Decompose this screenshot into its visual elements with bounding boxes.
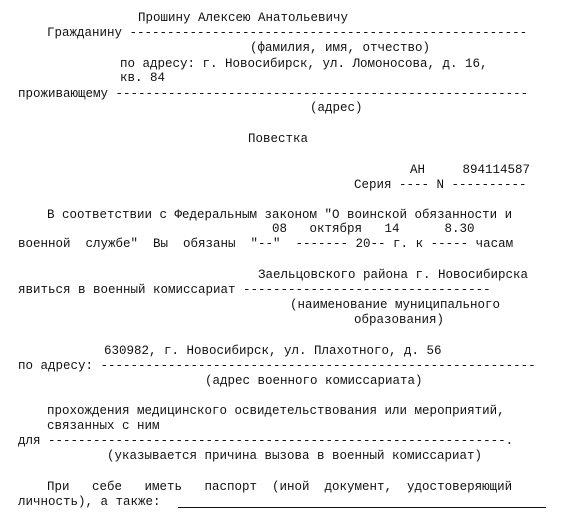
municipal-caption-1: (наименование муниципального xyxy=(290,298,501,312)
series-values: АН 894114587 xyxy=(410,163,531,177)
district-name: Заельцовского района г. Новосибирска xyxy=(258,268,529,282)
address-line-2: кв. 84 xyxy=(120,71,166,85)
also-fill-line xyxy=(178,507,546,508)
passport-line-2: личность), а также: xyxy=(18,495,169,509)
date-values: 08 октября 14 8.30 xyxy=(272,222,475,236)
series-number-line: Серия ---- N ---------- xyxy=(354,178,527,192)
for-line: для -------------------------------------------------------------. xyxy=(18,434,514,448)
recipient-name: Прошину Алексею Анатольевичу xyxy=(138,11,349,25)
at-address-line: по адресу: ---------------------------------------------------------- xyxy=(18,359,536,373)
appear-line: явиться в военный комиссариат --------------------------------- xyxy=(18,283,491,297)
law-line-1: В соответствии с Федеральным законом "О воинской обязанности и xyxy=(47,208,513,222)
name-caption: (фамилия, имя, отчество) xyxy=(250,41,431,55)
purpose-line-2: связанных с ним xyxy=(47,419,160,433)
address-caption: (адрес) xyxy=(310,101,363,115)
commissariat-caption: (адрес военного комиссариата) xyxy=(205,374,423,388)
residing-line: проживающему ------------------------------------------------------- xyxy=(18,87,529,101)
reason-caption: (указывается причина вызова в военный комиссариат) xyxy=(107,449,483,463)
document-title: Повестка xyxy=(248,132,309,146)
municipal-caption-2: образования) xyxy=(354,313,445,327)
to-citizen-line: Гражданину ----------------------------------------------------- xyxy=(47,26,528,40)
commissariat-address: 630982, г. Новосибирск, ул. Плахотного, д. 56 xyxy=(104,344,442,358)
law-line-2: военной службе" Вы обязаны "--" ------- 20-- г. к ----- часам xyxy=(18,237,514,251)
address-line-1: по адресу: г. Новосибирск, ул. Ломоносова, д. 16, xyxy=(120,57,488,71)
passport-line-1: При себе иметь паспорт (иной документ, удостоверяющий xyxy=(47,480,513,494)
purpose-line-1: прохождения медицинского освидетельствования или мероприятий, xyxy=(47,404,505,418)
